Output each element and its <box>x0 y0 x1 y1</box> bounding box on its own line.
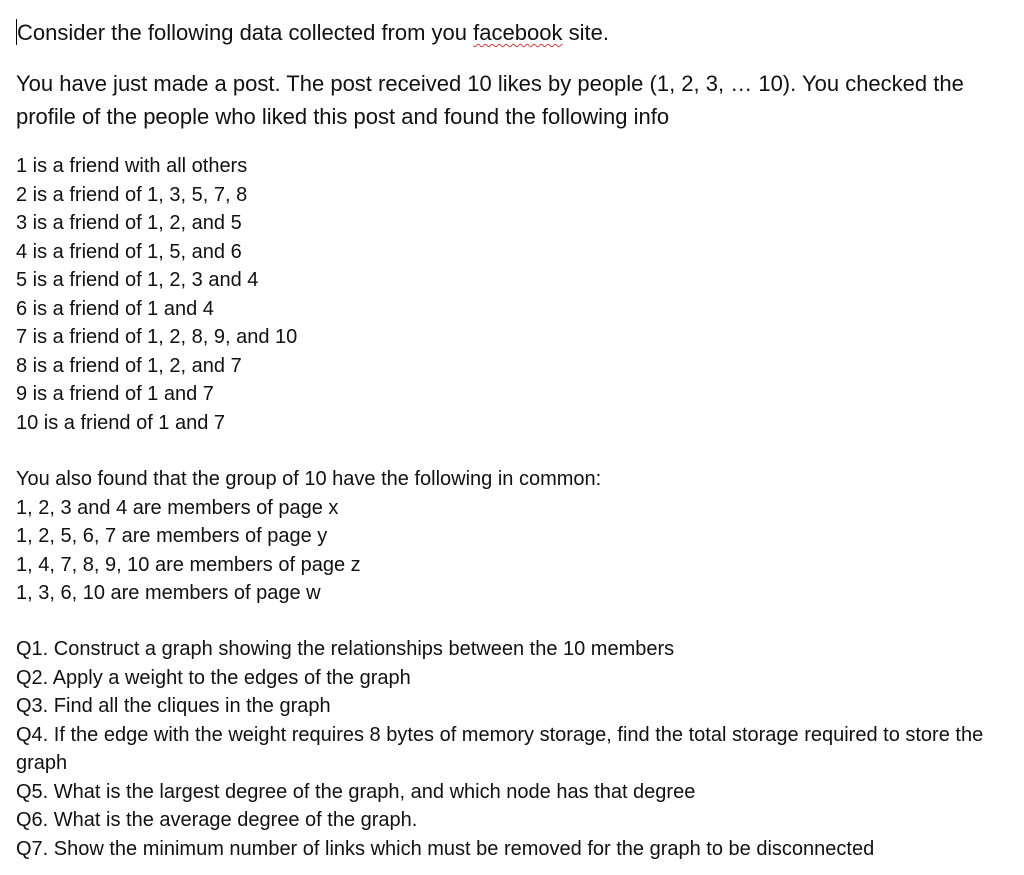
page-membership-item: 1, 2, 3 and 4 are members of page x <box>16 496 339 519</box>
friendship-item: 9 is a friend of 1 and 7 <box>16 383 214 405</box>
question-item: Q3. Find all the cliques in the graph <box>16 695 331 717</box>
friendship-item: 4 is a friend of 1, 5, and 6 <box>16 240 242 263</box>
page-membership-item: 1, 3, 6, 10 are members of page w <box>16 582 321 604</box>
friendship-list <box>16 152 297 437</box>
page-membership-item: 1, 4, 7, 8, 9, 10 are members of page z <box>16 553 361 576</box>
friendship-item: 3 is a friend of 1, 2, and 5 <box>16 212 242 234</box>
page-membership-item: 1, 2, 5, 6, 7 are members of page y <box>16 525 328 547</box>
friendship-item: 1 is a friend with all others <box>16 155 248 177</box>
intro-paragraph: You have just made a post. The post received 10 likes by people (1, 2, 3, … 10). You checked the profile of the people who liked this post and found the following info <box>16 71 964 129</box>
intro-title-end: site. <box>568 20 609 45</box>
friendship-item: 2 is a friend of 1, 3, 5, 7, 8 <box>16 183 248 206</box>
friendship-item: 6 is a friend of 1 and 4 <box>16 297 214 320</box>
misspelled-word[interactable]: facebook <box>473 20 563 45</box>
question-item: Q4. If the edge with the weight requires 8 bytes of memory storage, find the total storage required to store the graph <box>16 723 984 774</box>
question-item: Q7. Show the minimum number of links which must be removed for the graph to be disconnected <box>16 837 875 860</box>
question-item: Q5. What is the largest degree of the graph, and which node has that degree <box>16 780 696 803</box>
intro-title-text: Consider the following data collected from you <box>17 20 468 45</box>
page-membership-heading: You also found that the group of 10 have the following in common: <box>16 468 602 490</box>
friendship-item: 8 is a friend of 1, 2, and 7 <box>16 354 242 377</box>
page-membership-section <box>16 465 601 608</box>
question-item: Q1. Construct a graph showing the relationships between the 10 members <box>16 638 675 660</box>
question-item: Q6. What is the average degree of the graph. <box>16 809 418 831</box>
friendship-item: 10 is a friend of 1 and 7 <box>16 411 226 434</box>
friendship-item: 5 is a friend of 1, 2, 3 and 4 <box>16 269 259 291</box>
friendship-item: 7 is a friend of 1, 2, 8, 9, and 10 <box>16 326 298 348</box>
question-item: Q2. Apply a weight to the edges of the graph <box>16 666 411 689</box>
question-list <box>16 635 1011 863</box>
intro-title <box>16 16 609 49</box>
